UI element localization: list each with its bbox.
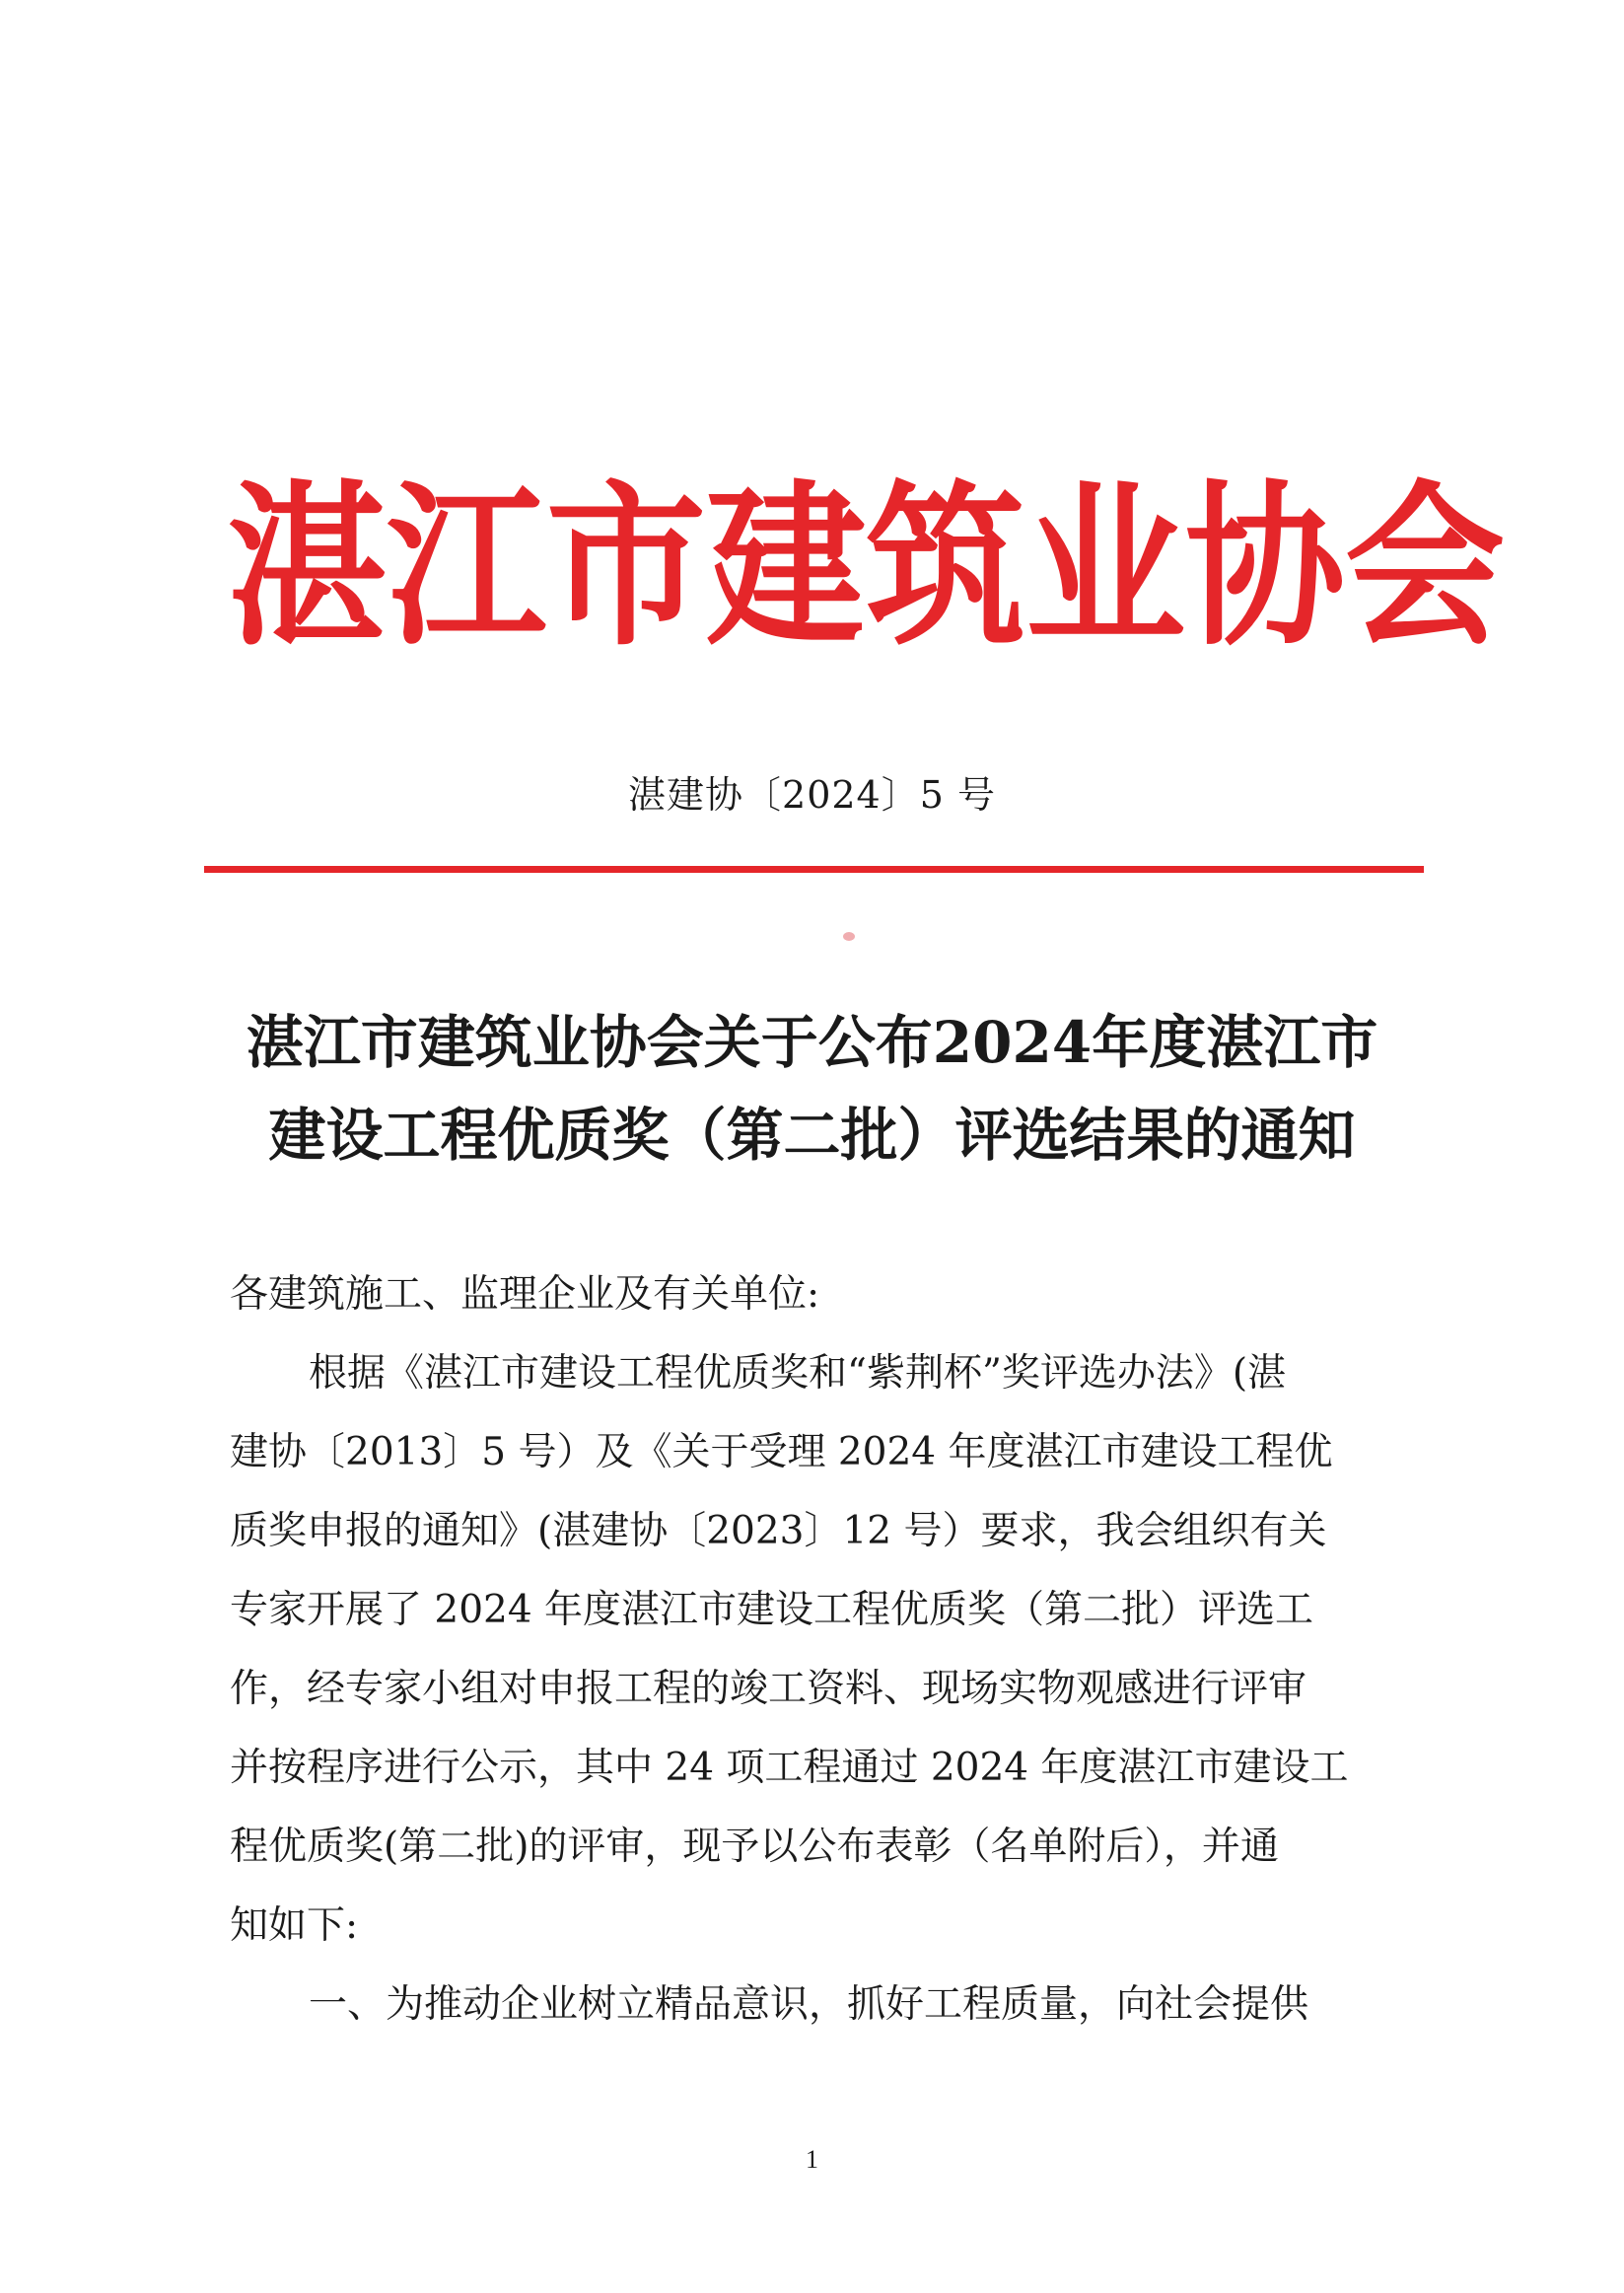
body-text-line: 知如下:: [230, 1903, 359, 1948]
org-header-char: 湛: [227, 464, 387, 671]
body-text-line: 建协〔2013〕5 号）及《关于受理 2024 年度湛江市建设工程优: [230, 1430, 1333, 1474]
org-header-char: 会: [1345, 464, 1505, 671]
notice-title-line: 建设工程优质奖（第二批）评选结果的通知: [268, 1102, 1356, 1169]
organization-header: [227, 464, 1505, 671]
org-header-char: 江: [387, 464, 546, 671]
body-text-line: 作，经专家小组对申报工程的竣工资料、现场实物观感进行评审: [230, 1667, 1307, 1711]
notice-title: [197, 996, 1427, 1182]
body-text-line: 一、为推动企业树立精品意识，抓好工程质量，向社会提供: [309, 1982, 1309, 2027]
body-text-line: 质奖申报的通知》(湛建协〔2023〕12 号）要求，我会组织有关: [230, 1509, 1327, 1553]
document-number: 湛建协〔2024〕5 号: [628, 773, 996, 817]
org-header-char: 市: [546, 464, 706, 671]
body-text-line: 程优质奖(第二批)的评审，现予以公布表彰（名单附后），并通: [230, 1825, 1279, 1869]
org-header-char: 建: [706, 464, 866, 671]
header-divider: [204, 866, 1424, 873]
ink-mark: [843, 932, 855, 941]
addressee: 各建筑施工、监理企业及有关单位:: [230, 1272, 820, 1317]
body-text-line: 并按程序进行公示，其中 24 项工程通过 2024 年度湛江市建设工: [230, 1746, 1349, 1790]
notice-title-line: 湛江市建筑业协会关于公布2024年度湛江市: [246, 1009, 1378, 1076]
body-text-line: 根据《湛江市建设工程优质奖和“紫荆杯”奖评选办法》(湛: [309, 1351, 1287, 1396]
org-header-char: 协: [1185, 464, 1345, 671]
org-header-char: 业: [1025, 464, 1185, 671]
body-text-line: 专家开展了 2024 年度湛江市建设工程优质奖（第二批）评选工: [230, 1588, 1314, 1632]
page-number: 1: [806, 2145, 818, 2174]
org-header-char: 筑: [866, 464, 1025, 671]
